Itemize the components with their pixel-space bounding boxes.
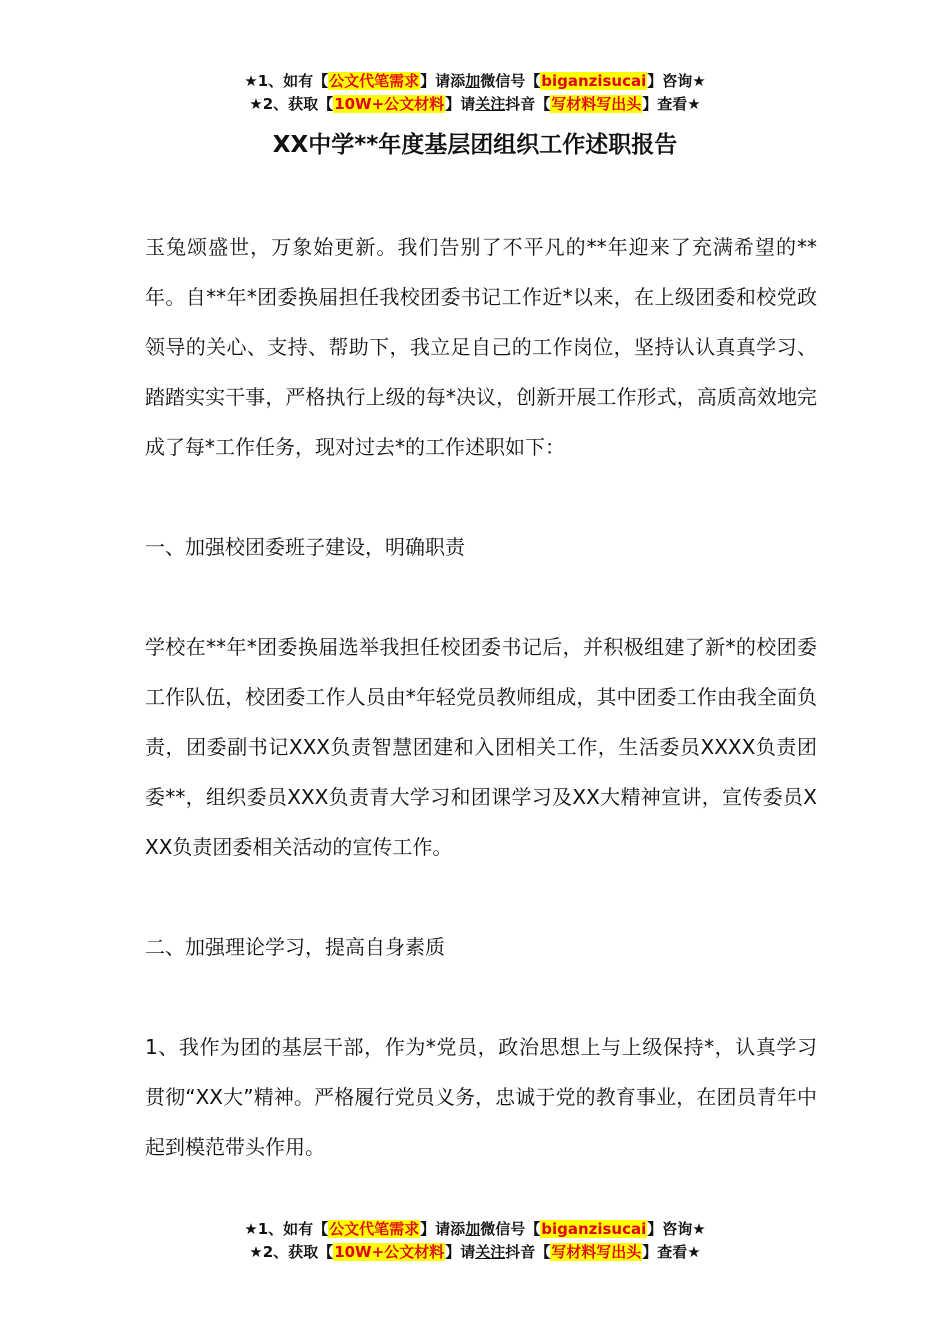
promo-highlight: 10W+公文材料 xyxy=(334,95,445,113)
promo-text: ★1、如有【 xyxy=(244,1220,329,1238)
spacer xyxy=(145,472,817,522)
promo-highlight: 10W+公文材料 xyxy=(334,1243,445,1261)
promo-text: 】请添 xyxy=(420,72,466,90)
section-heading-1: 一、加强校团委班子建设，明确职责 xyxy=(145,535,465,559)
promo-highlight: 公文代笔需求 xyxy=(329,1220,420,1238)
promo-line-1 xyxy=(0,70,950,93)
promo-highlight: 公文代笔需求 xyxy=(329,72,420,90)
promo-text: 微信号【 xyxy=(480,1220,541,1238)
document-title: XX中学**年度基层团组织工作述职报告 xyxy=(272,132,678,158)
promo-highlight: 写材料写出头 xyxy=(551,1243,642,1261)
section-1-paragraph: 学校在**年*团委换届选举我担任校团委书记后，并积极组建了新*的校团委工作队伍，校团委工作人员由*年轻党员教师组成，其中团委工作由我全面负责，团委副书记XXX负责智慧团建和入团相关工作，生活委员XXXX负责团委**，组织委员XXX负责青大学习和团课学习及XX大精神宣讲，宣传委员XXX负责团委相关活动的宣传工作。 xyxy=(145,635,817,859)
promo-text: ★2、获取【 xyxy=(249,95,334,113)
spacer xyxy=(145,972,817,1022)
intro-paragraph: 玉兔颂盛世，万象始更新。我们告别了不平凡的**年迎来了充满希望的**年。自**年*团委换届担任我校团委书记工作近*以来，在上级团委和校党政领导的关心、支持、帮助下，我立足自己的工作岗位，坚持认认真真学习、踏踏实实干事，严格执行上级的每*决议，创新开展工作形式，高质高效地完成了每*工作任务，现对过去*的工作述职如下： xyxy=(145,235,817,459)
promo-line-1 xyxy=(0,1218,950,1241)
promo-banner-top xyxy=(0,70,950,116)
promo-text: 】请 xyxy=(445,1243,476,1261)
promo-banner-bottom xyxy=(0,1218,950,1264)
promo-underline: 关注 xyxy=(475,1243,506,1261)
promo-highlight: 写材料写出头 xyxy=(551,95,642,113)
spacer xyxy=(145,872,817,922)
promo-underline: 关注 xyxy=(475,95,506,113)
promo-highlight: biganzisucai xyxy=(541,1220,647,1238)
promo-highlight: biganzisucai xyxy=(541,72,647,90)
promo-text: ★1、如有【 xyxy=(244,72,329,90)
promo-underline: 加 xyxy=(465,1220,481,1238)
promo-text: 】请添 xyxy=(420,1220,466,1238)
promo-text: 抖音【 xyxy=(505,1243,551,1261)
document-body xyxy=(145,222,817,1172)
promo-text: 】请 xyxy=(445,95,476,113)
promo-text: 】查看★ xyxy=(642,95,701,113)
section-2-item-1: 1、我作为团的基层干部，作为*党员，政治思想上与上级保持*，认真学习贯彻“XX大”精神。严格履行党员义务，忠诚于党的教育事业，在团员青年中起到模范带头作用。 xyxy=(145,1035,817,1159)
spacer xyxy=(145,572,817,622)
promo-text: 抖音【 xyxy=(505,95,551,113)
promo-underline: 加 xyxy=(465,72,481,90)
promo-text: 】咨询★ xyxy=(647,72,706,90)
promo-text: 】查看★ xyxy=(642,1243,701,1261)
promo-text: 微信号【 xyxy=(480,72,541,90)
promo-line-2 xyxy=(0,1241,950,1264)
promo-line-2 xyxy=(0,93,950,116)
promo-text: ★2、获取【 xyxy=(249,1243,334,1261)
section-heading-2: 二、加强理论学习，提高自身素质 xyxy=(145,935,445,959)
promo-text: 】咨询★ xyxy=(647,1220,706,1238)
